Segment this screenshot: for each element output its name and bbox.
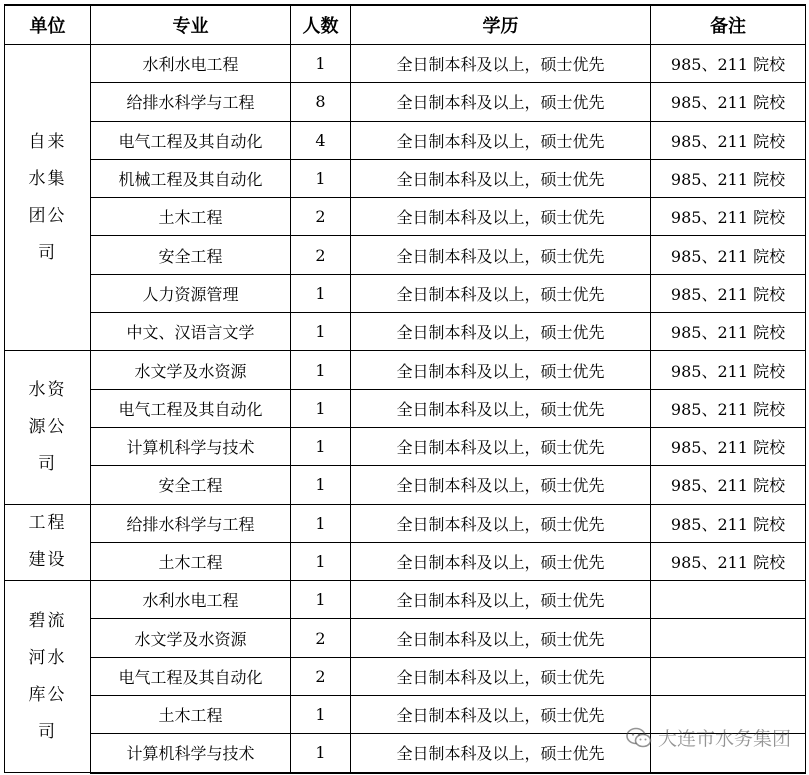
remarks-cell: 985、211 院校: [651, 121, 806, 159]
table-row: [5, 466, 806, 504]
education-cell: 全日制本科及以上，硕士优先: [351, 313, 651, 351]
education-cell: 全日制本科及以上，硕士优先: [351, 581, 651, 619]
major-cell: 水文学及水资源: [91, 351, 291, 389]
table-row: [5, 351, 806, 389]
header-major: 专业: [91, 5, 291, 45]
major-cell: 机械工程及其自动化: [91, 159, 291, 197]
table-row: [5, 159, 806, 197]
remarks-cell: 985、211 院校: [651, 427, 806, 465]
education-cell: 全日制本科及以上，硕士优先: [351, 427, 651, 465]
table-body: [5, 45, 806, 773]
count-cell: 1: [291, 504, 351, 542]
header-unit: 单位: [5, 5, 91, 45]
education-cell: 全日制本科及以上，硕士优先: [351, 83, 651, 121]
count-cell: 1: [291, 274, 351, 312]
major-cell: 土木工程: [91, 542, 291, 580]
count-cell: 2: [291, 619, 351, 657]
education-cell: 全日制本科及以上，硕士优先: [351, 734, 651, 773]
watermark-text: 大连市水务集团: [657, 728, 791, 750]
education-cell: 全日制本科及以上，硕士优先: [351, 389, 651, 427]
table-row: [5, 313, 806, 351]
major-cell: 给排水科学与工程: [91, 504, 291, 542]
unit-name: 碧流河水库公司: [28, 610, 67, 742]
major-cell: 电气工程及其自动化: [91, 389, 291, 427]
count-cell: 1: [291, 45, 351, 83]
count-cell: 1: [291, 351, 351, 389]
count-cell: 1: [291, 466, 351, 504]
major-cell: 安全工程: [91, 236, 291, 274]
count-cell: 4: [291, 121, 351, 159]
count-cell: 2: [291, 657, 351, 695]
education-cell: 全日制本科及以上，硕士优先: [351, 466, 651, 504]
count-cell: 1: [291, 427, 351, 465]
table-row: [5, 581, 806, 619]
remarks-cell: 985、211 院校: [651, 236, 806, 274]
table-row: [5, 121, 806, 159]
remarks-cell: [651, 657, 806, 695]
education-cell: 全日制本科及以上，硕士优先: [351, 198, 651, 236]
table-row: [5, 45, 806, 83]
count-cell: 1: [291, 159, 351, 197]
count-cell: 8: [291, 83, 351, 121]
major-cell: 土木工程: [91, 198, 291, 236]
remarks-cell: 985、211 院校: [651, 45, 806, 83]
unit-cell: [5, 45, 91, 351]
major-cell: 土木工程: [91, 696, 291, 734]
unit-name: 水资源公司: [28, 379, 67, 474]
table-row: [5, 542, 806, 580]
education-cell: 全日制本科及以上，硕士优先: [351, 159, 651, 197]
table-row: [5, 83, 806, 121]
remarks-cell: [651, 619, 806, 657]
education-cell: 全日制本科及以上，硕士优先: [351, 274, 651, 312]
table-row: [5, 427, 806, 465]
table-row: [5, 619, 806, 657]
major-cell: 水利水电工程: [91, 45, 291, 83]
remarks-cell: 985、211 院校: [651, 159, 806, 197]
major-cell: 中文、汉语言文学: [91, 313, 291, 351]
count-cell: 1: [291, 734, 351, 773]
table-row: [5, 657, 806, 695]
major-cell: 人力资源管理: [91, 274, 291, 312]
header-remarks: 备注: [651, 5, 806, 45]
remarks-cell: 985、211 院校: [651, 198, 806, 236]
education-cell: 全日制本科及以上，硕士优先: [351, 657, 651, 695]
education-cell: 全日制本科及以上，硕士优先: [351, 45, 651, 83]
watermark: [626, 724, 791, 751]
unit-name: 自来水集团公司: [28, 131, 67, 263]
education-cell: 全日制本科及以上，硕士优先: [351, 542, 651, 580]
wechat-icon: [626, 727, 652, 749]
recruitment-table: [4, 4, 806, 774]
education-cell: 全日制本科及以上，硕士优先: [351, 236, 651, 274]
header-row: [5, 5, 806, 45]
education-cell: 全日制本科及以上，硕士优先: [351, 696, 651, 734]
remarks-cell: 985、211 院校: [651, 313, 806, 351]
major-cell: 计算机科学与技术: [91, 427, 291, 465]
unit-cell: [5, 581, 91, 773]
count-cell: 2: [291, 236, 351, 274]
table-row: [5, 274, 806, 312]
remarks-cell: [651, 581, 806, 619]
table-row: [5, 236, 806, 274]
unit-cell: [5, 351, 91, 504]
remarks-cell: 985、211 院校: [651, 274, 806, 312]
count-cell: 2: [291, 198, 351, 236]
header-education: 学历: [351, 5, 651, 45]
unit-cell: [5, 504, 91, 581]
major-cell: 安全工程: [91, 466, 291, 504]
count-cell: 1: [291, 542, 351, 580]
remarks-cell: 985、211 院校: [651, 466, 806, 504]
header-count: 人数: [291, 5, 351, 45]
table-row: [5, 198, 806, 236]
education-cell: 全日制本科及以上，硕士优先: [351, 619, 651, 657]
count-cell: 1: [291, 581, 351, 619]
table-row: [5, 389, 806, 427]
major-cell: 计算机科学与技术: [91, 734, 291, 773]
education-cell: 全日制本科及以上，硕士优先: [351, 121, 651, 159]
major-cell: 水利水电工程: [91, 581, 291, 619]
table-row: [5, 504, 806, 542]
remarks-cell: 985、211 院校: [651, 351, 806, 389]
major-cell: 给排水科学与工程: [91, 83, 291, 121]
remarks-cell: 985、211 院校: [651, 83, 806, 121]
remarks-cell: 985、211 院校: [651, 504, 806, 542]
count-cell: 1: [291, 313, 351, 351]
remarks-cell: 985、211 院校: [651, 542, 806, 580]
remarks-cell: 985、211 院校: [651, 389, 806, 427]
unit-name: 工程建设: [28, 513, 67, 571]
major-cell: 水文学及水资源: [91, 619, 291, 657]
major-cell: 电气工程及其自动化: [91, 657, 291, 695]
count-cell: 1: [291, 696, 351, 734]
education-cell: 全日制本科及以上，硕士优先: [351, 504, 651, 542]
education-cell: 全日制本科及以上，硕士优先: [351, 351, 651, 389]
count-cell: 1: [291, 389, 351, 427]
major-cell: 电气工程及其自动化: [91, 121, 291, 159]
